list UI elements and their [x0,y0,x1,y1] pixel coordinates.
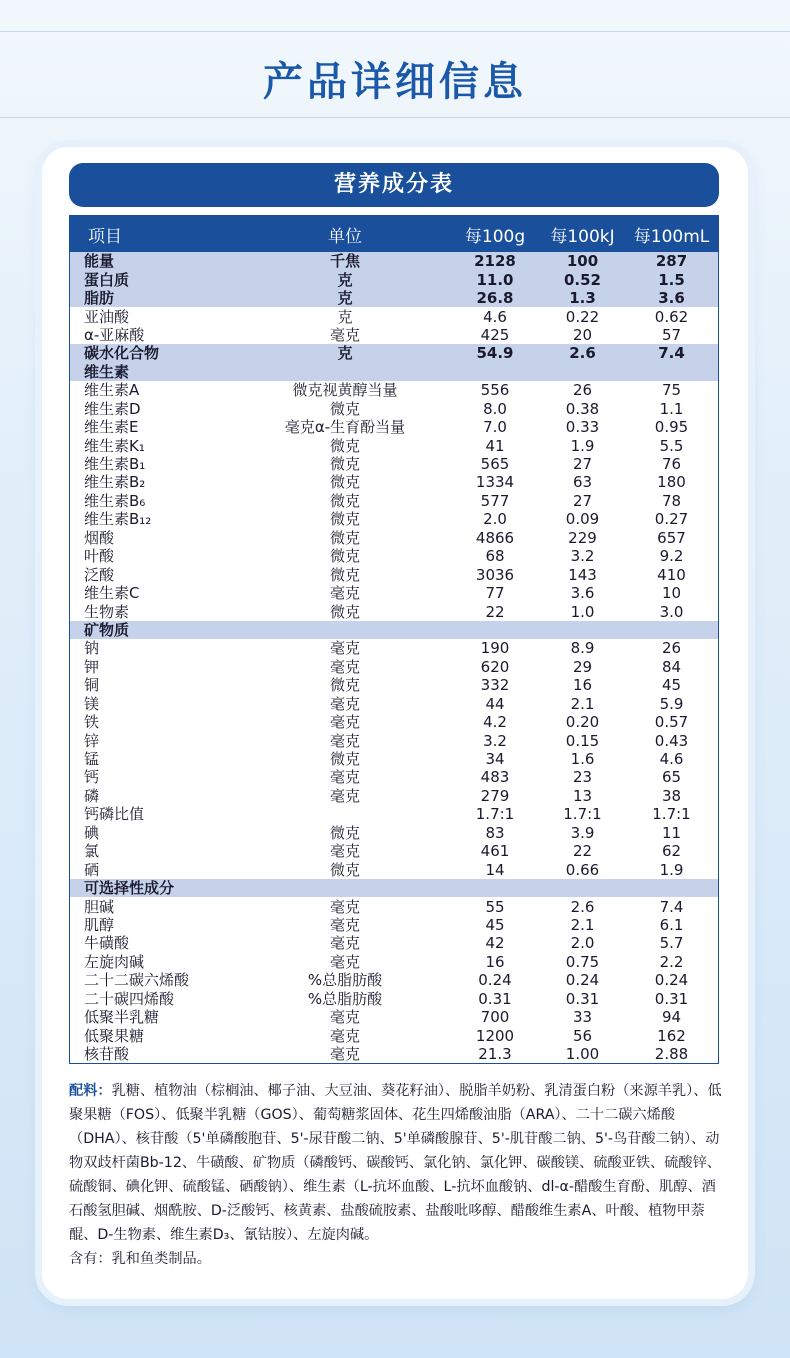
table-cell: 54.9 [476,344,514,363]
table-cell: 26.8 [476,289,514,308]
table-cell: 微克 [329,676,360,695]
table-cell: 锰 [84,750,100,769]
table-cell: 62 [661,842,682,861]
table-cell: 0.22 [565,307,600,326]
table-cell: 22 [485,602,505,621]
table-cell: 0.24 [478,971,512,990]
table-row [70,639,718,657]
table-cell: 毫克 [329,768,360,787]
table-cell: 3036 [475,565,515,584]
table-cell: 左旋肉碱 [84,952,145,971]
table-row [70,584,718,602]
table-cell: 微克 [329,510,360,529]
table-cell: 微克 [329,436,360,455]
table-cell: 13 [572,786,593,805]
table-row [70,695,718,713]
table-cell: 微克 [329,602,360,621]
table-cell: 铜 [84,676,100,695]
table-cell: 1.9 [570,436,595,455]
table-cell: 钠 [84,639,100,658]
table-cell: 5.9 [659,694,684,713]
table-cell: 9.2 [659,547,684,566]
table-cell: 16 [485,952,505,971]
table-cell: 5.7 [659,934,684,953]
table-row [70,971,718,989]
table-row [70,473,718,491]
table-cell: 毫克 [329,657,360,676]
section-row [70,363,718,381]
table-cell: 3.9 [570,823,595,842]
table-cell: 镁 [84,694,100,713]
table-cell: 22 [572,842,593,861]
table-cell: 微克 [329,750,360,769]
table-cell: 微克 [329,528,360,547]
table-cell: 克 [337,344,353,363]
table-cell: 41 [485,436,505,455]
table-cell: 千焦 [329,252,360,271]
table-cell: 84 [661,657,682,676]
table-cell: 143 [568,565,597,584]
table-row [70,860,718,878]
table-cell: 0.38 [565,399,600,418]
header-per-100kj: 每100kJ [550,226,615,247]
table-cell: 229 [568,528,597,547]
table-cell: 泛酸 [84,565,115,584]
table-cell: 2.6 [570,897,595,916]
table-cell: 2.88 [654,1045,689,1064]
header-per-100ml: 每100mL [633,226,710,247]
table-cell: 3.6 [570,584,595,603]
section-row [70,621,718,639]
table-cell: 45 [485,915,505,934]
table-cell: 克 [337,307,353,326]
nutrition-table [69,215,719,1064]
table-row [70,731,718,749]
table-cell: 烟酸 [84,528,115,547]
table-cell: 65 [661,768,682,787]
allergen-note: 含有：乳和鱼类制品。 [69,1251,211,1267]
table-row [70,934,718,952]
table-cell: 维生素E [84,418,139,437]
table-cell: 1.5 [658,270,685,289]
table-row [70,1008,718,1026]
table-cell: 维生素C [84,584,140,603]
table-cell: 7.4 [659,897,684,916]
table-row [70,547,718,565]
table-cell: 0.31 [565,989,600,1008]
table-cell: α-亚麻酸 [84,325,145,344]
table-cell: 620 [480,657,510,676]
table-cell: 20 [572,325,593,344]
table-cell: 2128 [474,252,516,271]
table-cell: 180 [657,473,686,492]
table-cell: 410 [657,565,686,584]
table-cell: 556 [480,381,510,400]
table-cell: 3.2 [483,731,507,750]
table-row [70,529,718,547]
table-cell: 微克 [329,860,360,879]
table-cell: 0.24 [565,971,600,990]
table-cell: 克 [337,289,353,308]
header-unit: 单位 [328,226,362,247]
table-cell: 微克 [329,565,360,584]
table-cell: 0.66 [565,860,600,879]
table-cell: 微克 [329,455,360,474]
table-cell: 1.7:1 [652,805,691,824]
table-cell: 4.2 [483,713,507,732]
table-cell: 279 [480,786,510,805]
table-cell: 2.6 [569,344,596,363]
table-cell: 胆碱 [84,897,115,916]
table-cell: 8.9 [570,639,595,658]
table-cell: 毫克 [329,897,360,916]
table-cell: 毫克 [329,915,360,934]
table-row [70,1045,718,1063]
table-cell: 维生素 [84,362,130,381]
table-row [70,658,718,676]
section-row [70,879,718,897]
table-cell: 维生素D [84,399,141,418]
header-item: 项目 [88,226,122,247]
table-cell: 190 [480,639,510,658]
table-cell: 2.0 [570,934,595,953]
table-cell: 毫克 [329,713,360,732]
table-cell: 钙磷比值 [84,805,145,824]
table-row [70,307,718,325]
table-cell: 2.1 [570,694,595,713]
table-cell: 0.57 [654,713,689,732]
table-row [70,916,718,934]
ingredients-text: 乳糖、植物油（棕榈油、椰子油、大豆油、葵花籽油）、脱脂羊奶粉、乳清蛋白粉（来源羊乳）、低聚果糖（FOS）、低聚半乳糖（GOS）、葡萄糖浆固体、花生四烯酸油脂（ARA）、二十二碳六烯酸（DHA）、核苷酸（5'单磷酸胞苷、5'-尿苷酸二钠、5'单磷酸腺苷、5'-肌苷酸二钠、5'-鸟苷酸二钠）、动物双歧杆菌Bb-12、牛磺酸、矿物质（磷酸钙、碳酸钙、氯化钠、氯化钾、碳酸镁、硫酸亚铁、硫酸锌、硫酸铜、碘化钾、硫酸锰、硒酸钠）、维生素（L-抗坏血酸、L-抗坏血酸钠、dl-α-醋酸生育酚、肌醇、酒石酸氢胆碱、烟酰胺、D-泛酸钙、核黄素、盐酸硫胺素、盐酸吡哆醇、醋酸维生素A、叶酸、植物甲萘醌、D-生物素、维生素D₃、氰钴胺）、左旋肉碱。 [69,1083,722,1243]
table-row [70,842,718,860]
table-cell: 577 [480,491,510,510]
table-cell: 2.1 [570,915,595,934]
table-cell: 毫克 [329,952,360,971]
table-cell: 4.6 [483,307,507,326]
table-cell: 0.33 [565,418,600,437]
table-row [70,897,718,915]
table-row [70,824,718,842]
table-cell: 克 [337,270,353,289]
table-cell: 微克 [329,491,360,510]
table-cell: 75 [661,381,682,400]
table-cell: 微克视黄醇当量 [292,381,398,400]
table-cell: 亚油酸 [84,307,130,326]
table-row [70,326,718,344]
table-cell: 氯 [84,842,100,861]
table-row [70,750,718,768]
table-cell: 6.1 [659,915,684,934]
table-cell: 34 [485,750,505,769]
ingredients-block [69,1079,725,1271]
table-cell: 0.62 [654,307,689,326]
top-divider [0,31,790,32]
table-cell: 0.52 [563,270,601,289]
table-cell: 56 [572,1026,593,1045]
table-cell: 二十碳四烯酸 [84,989,175,1008]
table-cell: 核苷酸 [84,1045,130,1064]
table-cell: 维生素B₁ [84,455,146,474]
table-cell: 碳水化合物 [84,344,160,363]
table-cell: 矿物质 [84,620,130,639]
page-title: 产品详细信息 [263,59,527,105]
table-cell: 8.0 [483,399,507,418]
table-cell: 14 [485,860,505,879]
table-cell: 毫克 [329,1045,360,1064]
table-row [70,400,718,418]
table-cell: 1.00 [565,1045,600,1064]
table-cell: %总脂肪酸 [307,971,383,990]
table-row [70,455,718,473]
table-cell: 63 [572,473,593,492]
table-cell: 维生素B₆ [84,491,146,510]
table-cell: 23 [572,768,593,787]
table-cell: 33 [572,1008,593,1027]
table-row [70,676,718,694]
table-cell: 1.3 [569,289,596,308]
table-cell: 0.95 [654,418,689,437]
table-cell: 牛磺酸 [84,934,130,953]
table-row [70,768,718,786]
table-cell: 0.15 [565,731,600,750]
table-cell: 10 [661,584,682,603]
table-cell: 维生素K₁ [84,436,145,455]
table-cell: 蛋白质 [84,270,130,289]
table-cell: 毫克α-生育酚当量 [284,418,406,437]
table-cell: 657 [657,528,686,547]
table-row [70,1026,718,1044]
table-row [70,953,718,971]
table-cell: 毫克 [329,325,360,344]
table-cell: 0.43 [654,731,689,750]
table-cell: 100 [566,252,599,271]
table-cell: 700 [480,1008,510,1027]
table-cell: 4866 [475,528,515,547]
table-cell: 1200 [475,1026,515,1045]
table-cell: 42 [485,934,505,953]
table-cell: 毫克 [329,934,360,953]
table-cell: 0.24 [654,971,689,990]
table-row [70,252,718,270]
table-row [70,418,718,436]
table-row [70,289,718,307]
table-cell: 0.31 [478,989,512,1008]
table-cell: 1.1 [659,399,684,418]
table-cell: 57 [661,325,682,344]
table-cell: 3.2 [570,547,595,566]
table-cell: 铁 [84,713,100,732]
table-cell: 1334 [475,473,515,492]
table-cell: 94 [661,1008,682,1027]
table-cell: 45 [661,676,682,695]
table-cell: 毫克 [329,1026,360,1045]
table-cell: 21.3 [478,1045,512,1064]
table-row [70,787,718,805]
table-cell: 碘 [84,823,100,842]
table-cell: %总脂肪酸 [307,989,383,1008]
table-cell: 维生素A [84,381,140,400]
table-cell: 硒 [84,860,100,879]
table-row [70,713,718,731]
table-row [70,344,718,362]
table-cell: 332 [480,676,510,695]
table-cell: 68 [485,547,505,566]
table-row [70,990,718,1008]
table-cell: 7.0 [483,418,507,437]
table-cell: 1.6 [570,750,595,769]
table-cell: 1.7:1 [475,805,515,824]
header-per-100g: 每100g [464,226,526,247]
table-row [70,436,718,454]
table-cell: 维生素B₁₂ [84,510,152,529]
table-row [70,565,718,583]
table-cell: 微克 [329,399,360,418]
table-cell: 钾 [84,657,100,676]
table-cell: 脂肪 [84,289,115,308]
table-cell: 483 [480,768,510,787]
table-cell: 1.7:1 [563,805,602,824]
ingredients-label: 配料： [69,1083,112,1099]
table-cell: 77 [485,584,505,603]
table-cell: 低聚果糖 [84,1026,145,1045]
table-cell: 26 [572,381,593,400]
table-cell: 83 [485,823,505,842]
table-cell: 肌醇 [84,915,115,934]
table-cell: 44 [485,694,505,713]
table-cell: 55 [485,897,505,916]
nutrition-card [42,147,748,1299]
table-cell: 7.4 [658,344,685,363]
table-cell: 0.09 [565,510,600,529]
table-row [70,381,718,399]
table-cell: 425 [480,325,510,344]
table-cell: 27 [572,455,593,474]
table-cell: 27 [572,491,593,510]
table-row [70,270,718,288]
table-cell: 磷 [84,786,100,805]
table-cell: 毫克 [329,842,360,861]
table-row [70,805,718,823]
table-cell: 毫克 [329,584,360,603]
table-cell: 毫克 [329,786,360,805]
table-cell: 0.31 [654,989,689,1008]
table-cell: 162 [657,1026,686,1045]
table-cell: 565 [480,455,510,474]
table-cell: 微克 [329,473,360,492]
table-cell: 29 [572,657,593,676]
table-row [70,492,718,510]
table-cell: 微克 [329,547,360,566]
table-cell: 毫克 [329,694,360,713]
table-cell: 生物素 [84,602,130,621]
table-cell: 3.0 [659,602,684,621]
table-cell: 维生素B₂ [84,473,146,492]
table-cell: 11.0 [476,270,514,289]
table-cell: 26 [661,639,682,658]
table-cell: 461 [480,842,510,861]
table-cell: 低聚半乳糖 [84,1008,160,1027]
table-cell: 钙 [84,768,100,787]
table-cell: 毫克 [329,731,360,750]
table-cell: 微克 [329,823,360,842]
table-cell: 5.5 [659,436,684,455]
table-body [70,252,718,1063]
table-cell: 1.9 [659,860,684,879]
table-cell: 3.6 [658,289,685,308]
table-cell: 二十二碳六烯酸 [84,971,190,990]
table-cell: 0.75 [565,952,600,971]
table-cell: 毫克 [329,639,360,658]
table-cell: 287 [655,252,688,271]
table-cell: 叶酸 [84,547,115,566]
table-cell: 可选择性成分 [84,879,175,898]
table-cell: 0.20 [565,713,600,732]
table-cell: 毫克 [329,1008,360,1027]
table-cell: 锌 [84,731,100,750]
table-row [70,602,718,620]
table-cell: 4.6 [659,750,684,769]
table-cell: 1.0 [570,602,595,621]
table-cell: 16 [572,676,593,695]
table-header-row [70,216,718,252]
table-cell: 2.0 [483,510,507,529]
table-cell: 0.27 [654,510,689,529]
table-cell: 能量 [84,252,115,271]
table-cell: 2.2 [659,952,684,971]
table-row [70,510,718,528]
table-cell: 76 [661,455,682,474]
title-divider [0,117,790,118]
table-cell: 11 [661,823,682,842]
table-cell: 38 [661,786,682,805]
table-cell: 78 [661,491,682,510]
table-title: 营养成分表 [69,163,719,207]
